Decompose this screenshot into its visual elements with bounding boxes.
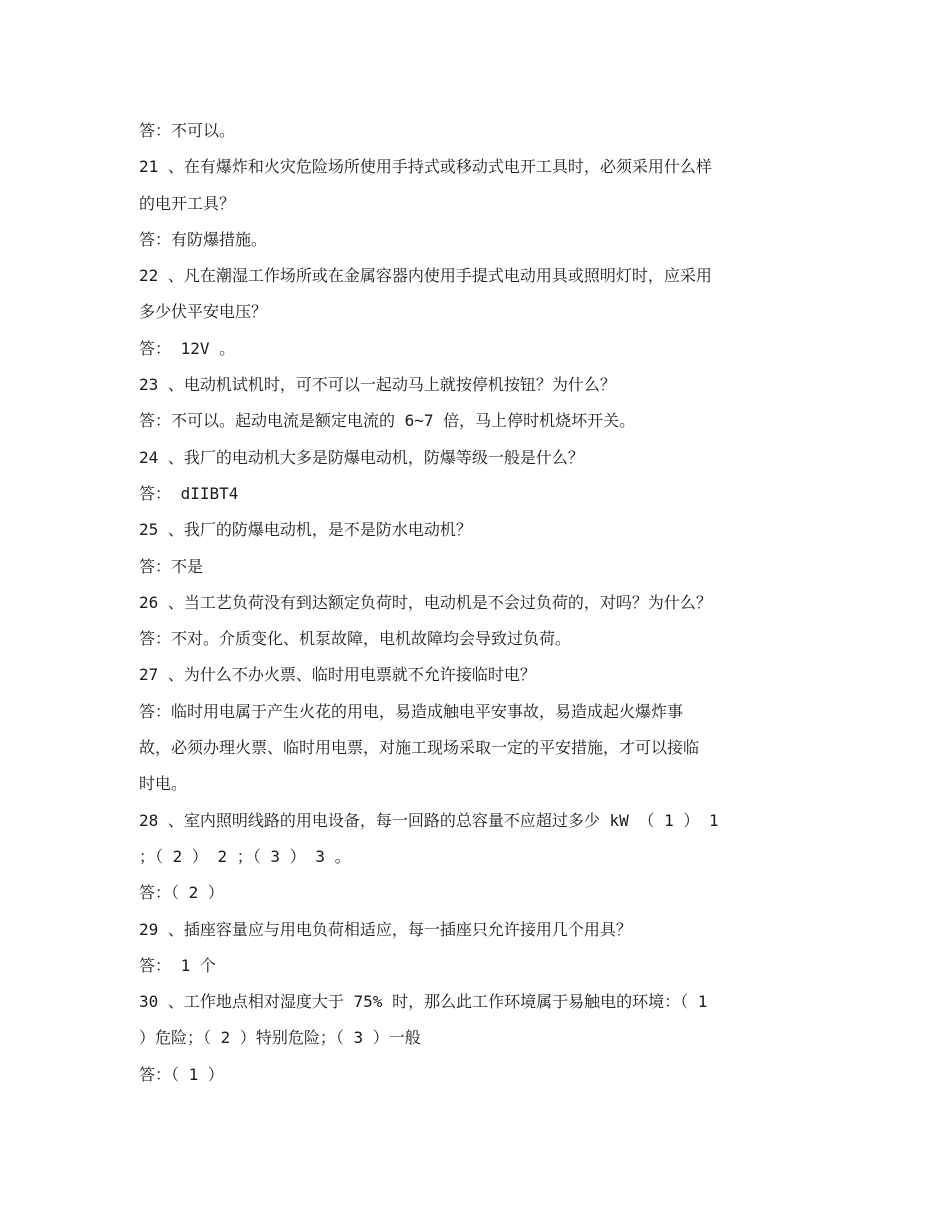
answer-29: 答： 1 个 (139, 955, 216, 975)
question-24: 24 、我厂的电动机大多是防爆电动机，防爆等级一般是什么？ (139, 447, 584, 467)
answer-27-line-3: 时电。 (139, 774, 188, 794)
question-21-line-1: 21 、在有爆炸和火灾危险场所使用手持式或移动式电开工具时，必须采用什么样 (139, 157, 712, 177)
answer-22: 答： 12V 。 (139, 338, 236, 358)
answer-24: 答： dIIBT4 (139, 483, 239, 503)
answer-23: 答：不可以。起动电流是额定电流的 6~7 倍，马上停时机烧坏开关。 (139, 411, 636, 431)
answer-21: 答：有防爆措施。 (139, 229, 268, 249)
answer-27-line-2: 故，必须办理火票、临时用电票，对施工现场采取一定的平安措施，才可以接临 (139, 738, 700, 758)
question-23: 23 、电动机试机时，可不可以一起动马上就按停机按钮？为什么？ (139, 375, 616, 395)
question-22-line-2: 多少伏平安电压？ (139, 302, 268, 322)
question-30-line-2: ）危险；（ 2 ）特别危险；（ 3 ）一般 (139, 1028, 421, 1048)
answer-30: 答：（ 1 ） (139, 1064, 224, 1084)
question-27: 27 、为什么不办火票、临时用电票就不允许接临时电？ (139, 665, 536, 685)
question-22-line-1: 22 、凡在潮湿工作场所或在金属容器内使用手提式电动用具或照明灯时，应采用 (139, 266, 712, 286)
question-28-line-2: ；（ 2 ） 2 ；（ 3 ） 3 。 (139, 846, 351, 866)
answer-28: 答：（ 2 ） (139, 883, 224, 903)
answer-27-line-1: 答：临时用电属于产生火花的用电，易造成触电平安事故，易造成起火爆炸事 (139, 701, 684, 721)
question-21-line-2: 的电开工具？ (139, 193, 236, 213)
answer-25: 答：不是 (139, 556, 204, 576)
question-25: 25 、我厂的防爆电动机，是不是防水电动机？ (139, 520, 472, 540)
question-26: 26 、当工艺负荷没有到达额定负荷时，电动机是不会过负荷的，对吗？为什么？ (139, 592, 712, 612)
question-28-line-1: 28 、室内照明线路的用电设备，每一回路的总容量不应超过多少 kW （ 1 ） 1 (139, 810, 719, 830)
question-30-line-1: 30 、工作地点相对湿度大于 75% 时，那么此工作环境属于易触电的环境：（ 1 (139, 992, 708, 1012)
answer-26: 答：不对。介质变化、机泵故障，电机故障均会导致过负荷。 (139, 629, 572, 649)
document-body (139, 113, 819, 1093)
question-29: 29 、插座容量应与用电负荷相适应，每一插座只允许接用几个用具？ (139, 919, 632, 939)
answer-20: 答：不可以。 (139, 121, 236, 140)
